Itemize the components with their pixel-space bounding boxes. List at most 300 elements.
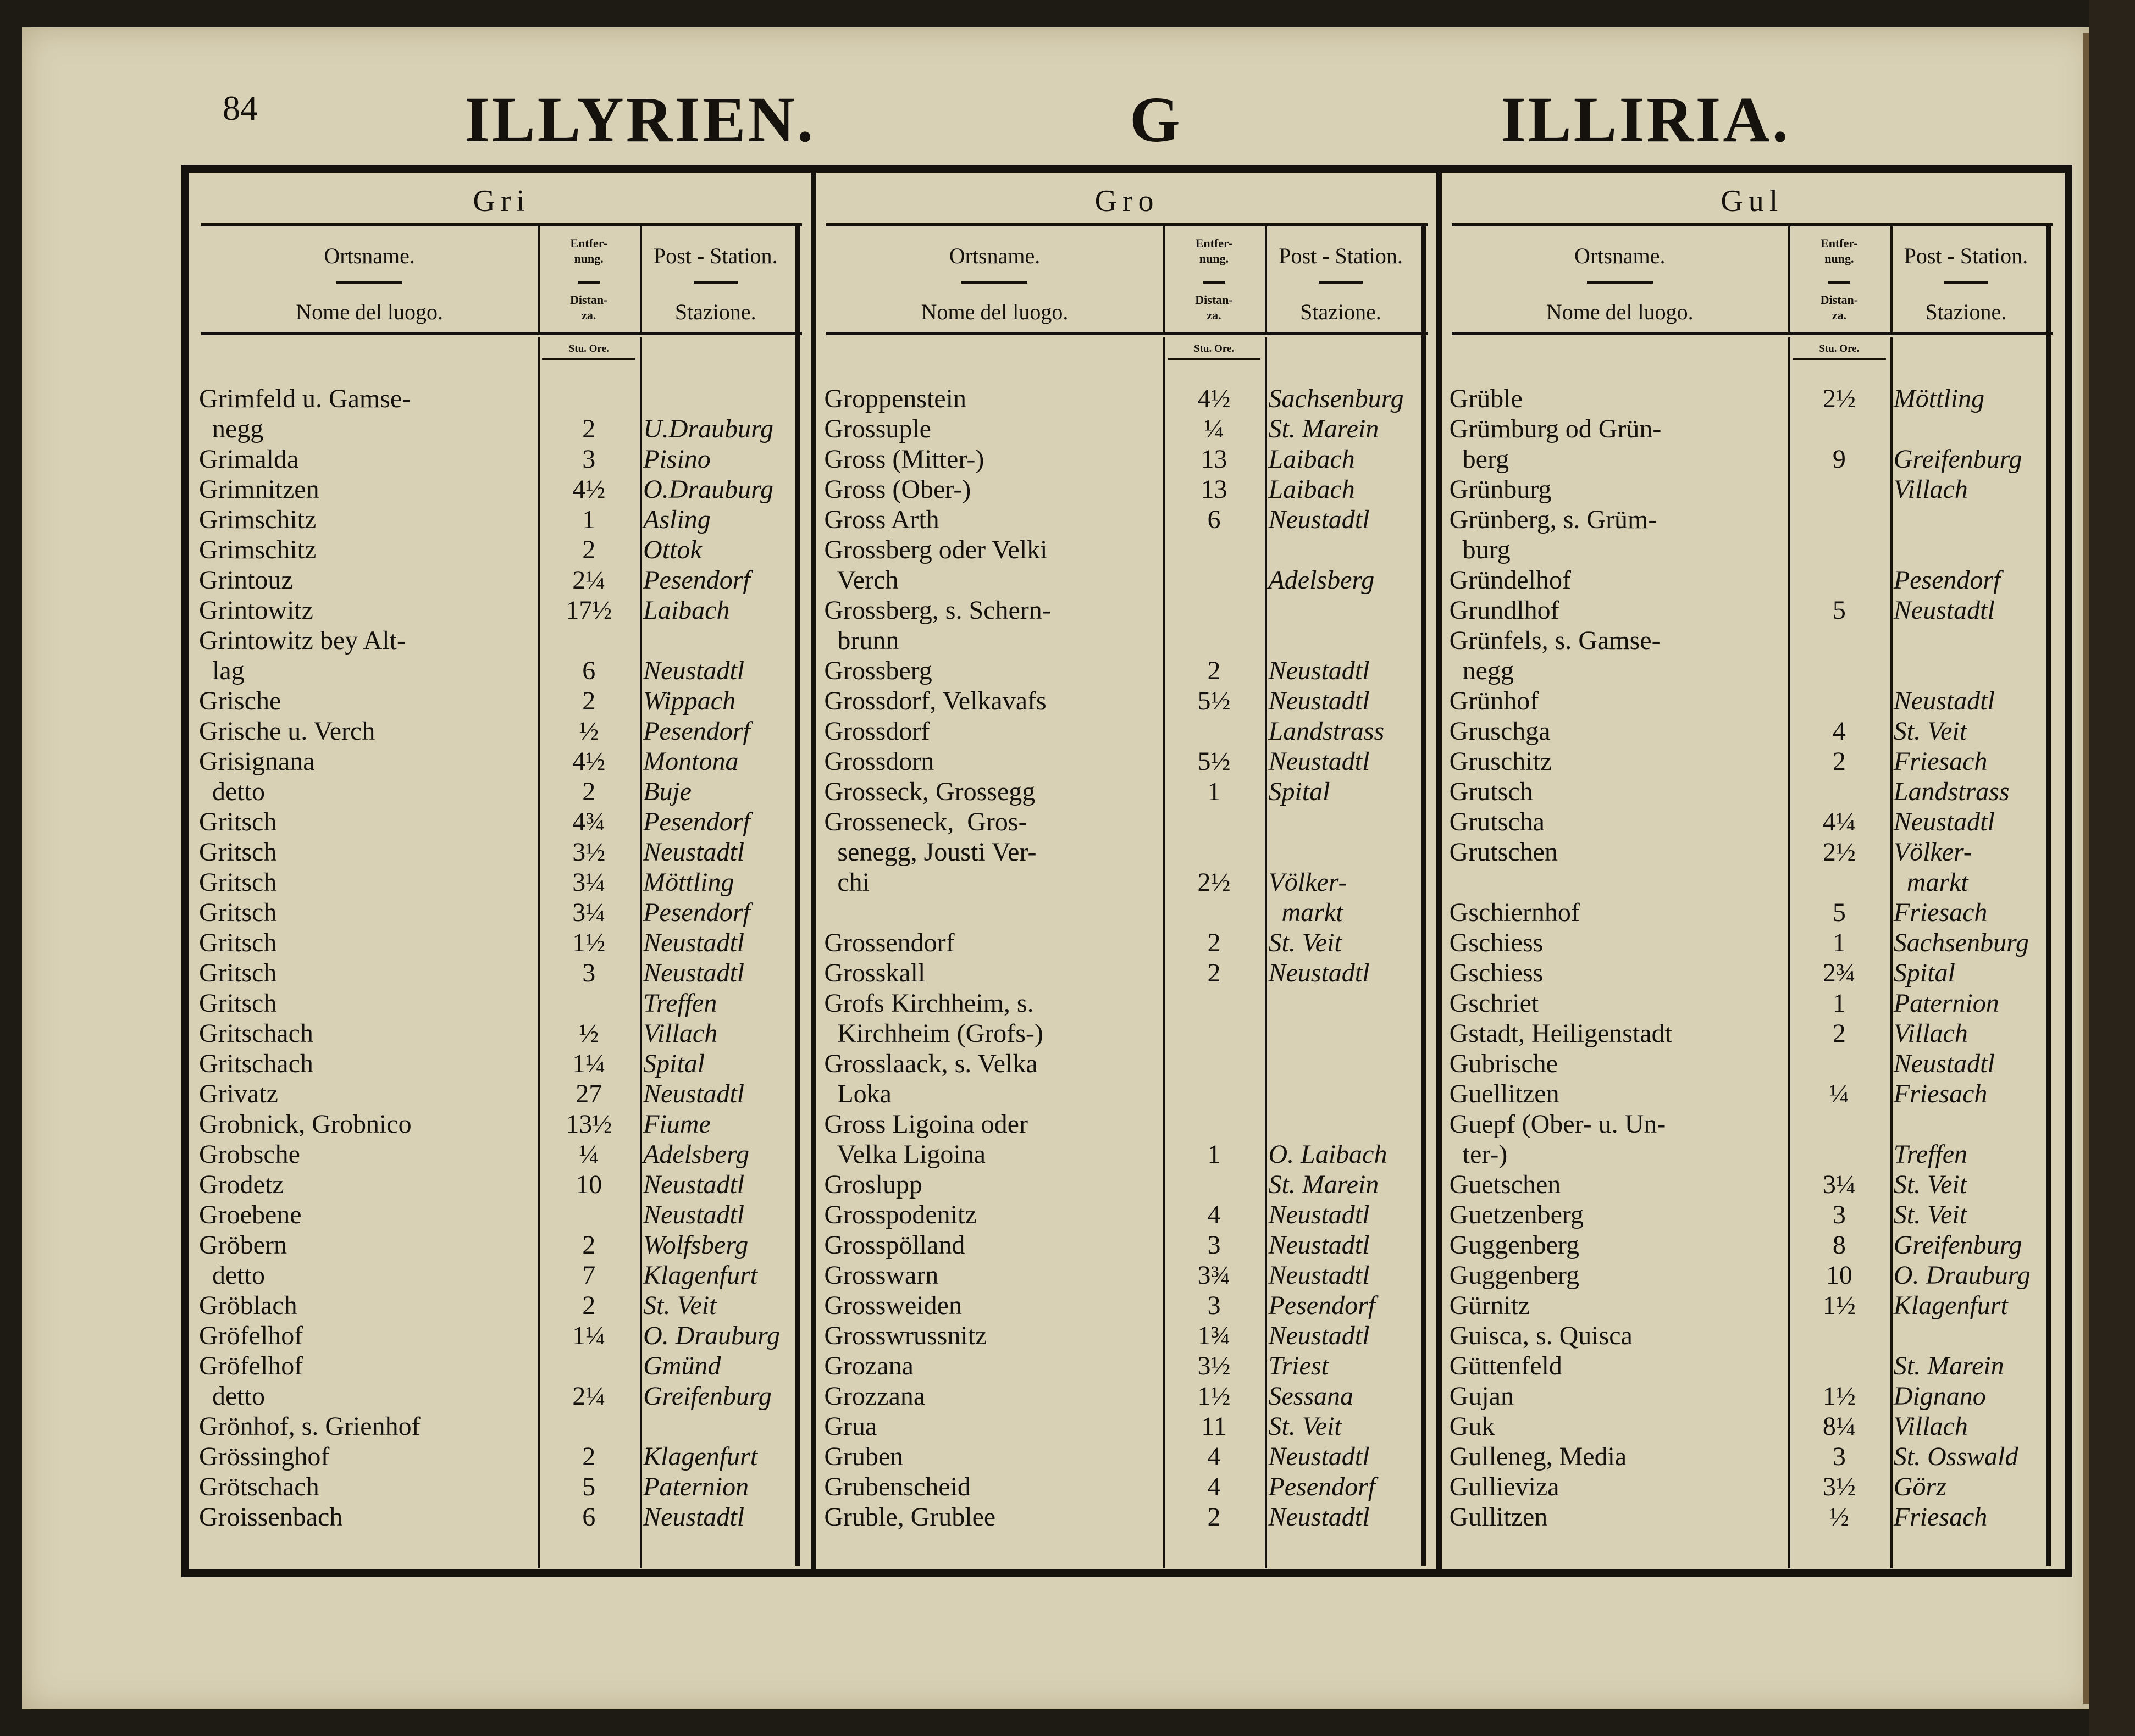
distance: 1¾ bbox=[1197, 1321, 1231, 1350]
place-name: Loka bbox=[824, 1079, 892, 1108]
distance: 17½ bbox=[566, 596, 612, 625]
post-station: Görz bbox=[1893, 1472, 1946, 1501]
distance: 1½ bbox=[572, 928, 606, 957]
place-name: Gritsch bbox=[199, 838, 277, 867]
place-name: Gritsch bbox=[199, 989, 277, 1018]
distance: 11 bbox=[1201, 1412, 1227, 1441]
post-station: U.Drauburg bbox=[643, 414, 774, 443]
place-name: Gschiess bbox=[1449, 928, 1544, 957]
place-name: Grünburg bbox=[1449, 475, 1552, 504]
place-name: Gschiernhof bbox=[1449, 898, 1580, 927]
post-station: Neustadtl bbox=[1268, 1261, 1370, 1290]
section-heading: Gri bbox=[473, 184, 530, 218]
distance: 2½ bbox=[1822, 384, 1856, 413]
post-station: O. Drauburg bbox=[1893, 1261, 2031, 1290]
post-station: Pesendorf bbox=[643, 807, 750, 836]
post-station: Treffen bbox=[1893, 1140, 1968, 1169]
place-name: Gruble, Grublee bbox=[824, 1502, 996, 1532]
place-name: Groslupp bbox=[824, 1170, 922, 1199]
distance: 2 bbox=[1207, 656, 1221, 685]
distance: ¼ bbox=[1204, 414, 1224, 443]
place-name: Grosseck, Grossegg bbox=[824, 777, 1036, 806]
title-italian: ILLIRIA. bbox=[1501, 84, 1791, 156]
post-station: St. Veit bbox=[1268, 1412, 1342, 1441]
place-name: Güttenfeld bbox=[1449, 1351, 1562, 1380]
post-station: St. Marein bbox=[1268, 414, 1379, 443]
post-station: O.Drauburg bbox=[643, 475, 774, 504]
place-name: Grutschen bbox=[1449, 838, 1558, 867]
distance: 5 bbox=[582, 1472, 596, 1501]
post-station: Neustadtl bbox=[1268, 958, 1370, 988]
post-station: Villach bbox=[643, 1019, 718, 1048]
post-station: Neustadtl bbox=[643, 958, 745, 988]
col-header-distanza: Distan- za. bbox=[1195, 293, 1233, 322]
distance: 3 bbox=[1832, 1442, 1846, 1471]
place-name: Guellitzen bbox=[1449, 1079, 1559, 1108]
distance: 3 bbox=[582, 445, 596, 474]
post-station: Möttling bbox=[643, 868, 734, 897]
header-dash bbox=[336, 281, 402, 284]
place-name: burg bbox=[1449, 535, 1511, 564]
place-name: Grossberg oder Velki bbox=[824, 535, 1048, 564]
place-name: Grisignana bbox=[199, 747, 315, 776]
col-header-post-station: Post - Station. bbox=[653, 243, 778, 268]
distance: 27 bbox=[576, 1079, 602, 1108]
post-station: Wolfsberg bbox=[643, 1230, 749, 1260]
place-name: Gubrische bbox=[1449, 1049, 1558, 1078]
place-name: lag bbox=[199, 656, 245, 685]
distance: 2½ bbox=[1822, 838, 1856, 867]
place-name: Gujan bbox=[1449, 1382, 1514, 1411]
distance: ¼ bbox=[579, 1140, 599, 1169]
post-station: Pesendorf bbox=[1268, 1291, 1376, 1320]
place-name: Grundlhof bbox=[1449, 596, 1559, 625]
distance: 1½ bbox=[1822, 1382, 1856, 1411]
place-name: Grimschitz bbox=[199, 505, 317, 534]
distance: 5½ bbox=[1197, 686, 1231, 716]
post-station: Klagenfurt bbox=[1893, 1291, 2008, 1320]
post-station: Friesach bbox=[1893, 898, 1988, 927]
post-station: Treffen bbox=[643, 989, 717, 1018]
post-station: Sessana bbox=[1268, 1382, 1354, 1411]
place-name: Gruben bbox=[824, 1442, 904, 1471]
distance: 6 bbox=[582, 1502, 596, 1532]
place-name: Grossdorf, Velkavafs bbox=[824, 686, 1047, 716]
distance: 3¼ bbox=[1822, 1170, 1856, 1199]
distance: 1¼ bbox=[572, 1321, 606, 1350]
distance: 2¼ bbox=[572, 1382, 606, 1411]
place-name: Grofs Kirchheim, s. bbox=[824, 989, 1034, 1018]
place-name: Grünhof bbox=[1449, 686, 1539, 716]
distance: 1 bbox=[1207, 777, 1221, 806]
distance: ½ bbox=[579, 717, 599, 746]
distance: 3 bbox=[1832, 1200, 1846, 1229]
place-name: detto bbox=[199, 1261, 265, 1290]
section-heading: Gro bbox=[1094, 184, 1159, 218]
place-name: Gross (Ober-) bbox=[824, 475, 971, 504]
distance: 2 bbox=[582, 1230, 596, 1260]
place-name: Gritsch bbox=[199, 898, 277, 927]
distance: 3¼ bbox=[572, 898, 606, 927]
place-name: Kirchheim (Grofs-) bbox=[824, 1019, 1043, 1048]
place-name: Grutsch bbox=[1449, 777, 1533, 806]
post-station: Laibach bbox=[643, 596, 730, 625]
units-label: Stu. Ore. bbox=[568, 343, 609, 354]
place-name: Grobsche bbox=[199, 1140, 300, 1169]
post-station: Klagenfurt bbox=[643, 1261, 758, 1290]
distance: 5½ bbox=[1197, 747, 1231, 776]
place-name: Guetschen bbox=[1449, 1170, 1561, 1199]
column-rule-station bbox=[640, 337, 642, 1568]
post-station: St. Veit bbox=[643, 1291, 717, 1320]
distance: 5 bbox=[1832, 898, 1846, 927]
section-letter: G bbox=[1130, 84, 1180, 156]
post-station: Asling bbox=[643, 505, 711, 534]
post-station: Neustadtl bbox=[1268, 656, 1370, 685]
place-name: Guepf (Ober- u. Un- bbox=[1449, 1110, 1666, 1139]
place-name: Grintouz bbox=[199, 565, 293, 595]
post-station: Spital bbox=[1268, 777, 1330, 806]
distance: 1 bbox=[1832, 989, 1846, 1018]
place-name: Gschiess bbox=[1449, 958, 1544, 988]
post-station: Friesach bbox=[1893, 1502, 1988, 1532]
distance: 2½ bbox=[1197, 868, 1231, 897]
header-dash bbox=[578, 281, 600, 284]
place-name: ter-) bbox=[1449, 1140, 1508, 1169]
distance: 13 bbox=[1201, 445, 1227, 474]
post-station: St. Osswald bbox=[1893, 1442, 2018, 1471]
distance: 2 bbox=[1207, 928, 1221, 957]
post-station: Spital bbox=[643, 1049, 705, 1078]
post-station: Neustadtl bbox=[1268, 505, 1370, 534]
post-station: Möttling bbox=[1893, 384, 1985, 413]
post-station: Völker- bbox=[1268, 868, 1347, 897]
place-name: Grössinghof bbox=[199, 1442, 330, 1471]
place-name: Gross Arth bbox=[824, 505, 939, 534]
place-name: Gschriet bbox=[1449, 989, 1539, 1018]
place-name: brunn bbox=[824, 626, 899, 655]
place-name: Grutscha bbox=[1449, 807, 1545, 836]
place-name: Grossuple bbox=[824, 414, 931, 443]
post-station: Neustadtl bbox=[643, 1200, 745, 1229]
post-station: Pesendorf bbox=[1268, 1472, 1376, 1501]
place-name: Groppenstein bbox=[824, 384, 966, 413]
post-station: Adelsberg bbox=[1268, 565, 1375, 595]
place-name: Guisca, s. Quisca bbox=[1449, 1321, 1633, 1350]
post-station: Buje bbox=[643, 777, 692, 806]
place-name: Grüble bbox=[1449, 384, 1523, 413]
place-name: Grimschitz bbox=[199, 535, 317, 564]
place-name: Gullieviza bbox=[1449, 1472, 1559, 1501]
place-name: Gröblach bbox=[199, 1291, 297, 1320]
distance: 4 bbox=[1207, 1200, 1221, 1229]
distance: 6 bbox=[582, 656, 596, 685]
place-name: Gruschga bbox=[1449, 717, 1551, 746]
post-station: markt bbox=[1893, 868, 1968, 897]
col-header-nome: Nome del luogo. bbox=[921, 299, 1069, 324]
units-label: Stu. Ore. bbox=[1194, 343, 1235, 354]
place-name: Gritsch bbox=[199, 928, 277, 957]
place-name: detto bbox=[199, 777, 265, 806]
place-name: Guetzenberg bbox=[1449, 1200, 1584, 1229]
column-rule-station bbox=[1265, 337, 1267, 1568]
header-top-rule bbox=[826, 223, 1427, 226]
distance: 3 bbox=[1207, 1230, 1221, 1260]
post-station: Wippach bbox=[643, 686, 736, 716]
place-name: senegg, Jousti Ver- bbox=[824, 838, 1037, 867]
place-name: Grosswrussnitz bbox=[824, 1321, 987, 1350]
post-station: Pesendorf bbox=[1893, 565, 2001, 595]
place-name: Gritschach bbox=[199, 1049, 313, 1078]
distance: 10 bbox=[1826, 1261, 1852, 1290]
post-station: Neustadtl bbox=[1268, 1200, 1370, 1229]
post-station: St. Marein bbox=[1268, 1170, 1379, 1199]
header-bottom-rule bbox=[1452, 332, 2053, 335]
place-name: Gröbern bbox=[199, 1230, 287, 1260]
place-name: Gullitzen bbox=[1449, 1502, 1548, 1532]
place-name: Grodetz bbox=[199, 1170, 284, 1199]
distance: 8 bbox=[1832, 1230, 1846, 1260]
place-name: Grossberg bbox=[824, 656, 932, 685]
distance: 5 bbox=[1832, 596, 1846, 625]
place-name: Grünfels, s. Gamse- bbox=[1449, 626, 1661, 655]
post-station: Greifenburg bbox=[1893, 445, 2022, 474]
post-station: Ottok bbox=[643, 535, 702, 564]
post-station: Greifenburg bbox=[643, 1382, 772, 1411]
place-name: Grosseneck, Gros- bbox=[824, 807, 1027, 836]
place-name: Groebene bbox=[199, 1200, 302, 1229]
place-name: Grozana bbox=[824, 1351, 914, 1380]
col-header-stazione: Stazione. bbox=[1925, 299, 2007, 324]
distance: 4½ bbox=[1197, 384, 1231, 413]
distance: 2 bbox=[582, 1442, 596, 1471]
post-station: Neustadtl bbox=[643, 1170, 745, 1199]
post-station: O. Drauburg bbox=[643, 1321, 781, 1350]
distance: 2 bbox=[1207, 958, 1221, 988]
distance: 1½ bbox=[1822, 1291, 1856, 1320]
col-header-entfernung: Entfer- nung. bbox=[1195, 236, 1233, 265]
place-name: Gstadt, Heiligenstadt bbox=[1449, 1019, 1672, 1048]
header-dash bbox=[1944, 281, 1988, 284]
post-station: Friesach bbox=[1893, 1079, 1988, 1108]
post-station: Pesendorf bbox=[643, 898, 750, 927]
distance: 2 bbox=[582, 414, 596, 443]
col-header-entfernung: Entfer- nung. bbox=[1821, 236, 1858, 265]
place-name: Verch bbox=[824, 565, 899, 595]
post-station: Neustadtl bbox=[1268, 1230, 1370, 1260]
distance: 4 bbox=[1207, 1472, 1221, 1501]
distance: 4½ bbox=[572, 747, 606, 776]
column-rule-bold bbox=[795, 225, 800, 1566]
place-name: Gürnitz bbox=[1449, 1291, 1530, 1320]
post-station: Neustadtl bbox=[643, 1502, 745, 1532]
post-station: Neustadtl bbox=[643, 928, 745, 957]
distance: 3½ bbox=[1197, 1351, 1231, 1380]
place-name: Groissenbach bbox=[199, 1502, 343, 1532]
place-name: Guggenberg bbox=[1449, 1230, 1580, 1260]
units-rule bbox=[1793, 358, 1886, 360]
book-spine bbox=[2089, 0, 2135, 1736]
place-name: Gritschach bbox=[199, 1019, 313, 1048]
post-station: Friesach bbox=[1893, 747, 1988, 776]
distance: 2 bbox=[582, 777, 596, 806]
distance: 2 bbox=[582, 1291, 596, 1320]
col-header-ortsname: Ortsname. bbox=[949, 243, 1041, 268]
post-station: Triest bbox=[1268, 1351, 1329, 1380]
post-station: Pesendorf bbox=[643, 565, 750, 595]
section-heading: Gul bbox=[1721, 184, 1784, 218]
table-section-gul bbox=[1440, 173, 2065, 1569]
header-dash bbox=[694, 281, 738, 284]
place-name: Grische u. Verch bbox=[199, 717, 375, 746]
distance: 3½ bbox=[1822, 1472, 1856, 1501]
col-header-ortsname: Ortsname. bbox=[324, 243, 415, 268]
post-station: Spital bbox=[1893, 958, 1955, 988]
post-station: Völker- bbox=[1893, 838, 1972, 867]
post-station: Neustadtl bbox=[1893, 807, 1995, 836]
col-header-post-station: Post - Station. bbox=[1279, 243, 1403, 268]
post-station: Greifenburg bbox=[1893, 1230, 2022, 1260]
place-name: Grossendorf bbox=[824, 928, 955, 957]
distance: 2 bbox=[1832, 1019, 1846, 1048]
distance: 3¼ bbox=[572, 868, 606, 897]
page-number: 84 bbox=[223, 88, 258, 127]
post-station: Dignano bbox=[1893, 1382, 1986, 1411]
section-divider bbox=[1436, 173, 1442, 1569]
post-station: Gmünd bbox=[643, 1351, 721, 1380]
table-section-gri bbox=[189, 173, 814, 1569]
place-name: Grosskall bbox=[824, 958, 926, 988]
place-name: Grümburg od Grün- bbox=[1449, 414, 1662, 443]
post-station: Sachsenburg bbox=[1268, 384, 1404, 413]
place-name: Grossdorn bbox=[824, 747, 934, 776]
place-name: Grintowitz bbox=[199, 596, 313, 625]
place-name: Grimfeld u. Gamse- bbox=[199, 384, 411, 413]
distance: 9 bbox=[1832, 445, 1846, 474]
distance: 13 bbox=[1201, 475, 1227, 504]
header-top-rule bbox=[201, 223, 802, 226]
col-header-stazione: Stazione. bbox=[674, 299, 756, 324]
distance: 4 bbox=[1207, 1442, 1221, 1471]
distance: 13½ bbox=[566, 1110, 612, 1139]
place-name: Grosslaack, s. Velka bbox=[824, 1049, 1038, 1078]
place-name: Grossdorf bbox=[824, 717, 930, 746]
column-rule-bold bbox=[1421, 225, 1426, 1566]
col-header-nome: Nome del luogo. bbox=[296, 299, 443, 324]
distance: 4½ bbox=[572, 475, 606, 504]
place-name: negg bbox=[199, 414, 264, 443]
post-station: Laibach bbox=[1268, 475, 1355, 504]
place-name: Grintowitz bey Alt- bbox=[199, 626, 406, 655]
post-station: Neustadtl bbox=[1893, 1049, 1995, 1078]
place-name: Grimalda bbox=[199, 445, 299, 474]
place-name: Velka Ligoina bbox=[824, 1140, 986, 1169]
distance: 3 bbox=[1207, 1291, 1221, 1320]
post-station: Adelsberg bbox=[643, 1140, 749, 1169]
place-name: Grossberg, s. Schern- bbox=[824, 596, 1051, 625]
distance: 6 bbox=[1207, 505, 1221, 534]
distance: 4¼ bbox=[1822, 807, 1856, 836]
post-station: Fiume bbox=[643, 1110, 711, 1139]
distance: 3½ bbox=[572, 838, 606, 867]
place-name: Gulleneg, Media bbox=[1449, 1442, 1627, 1471]
col-header-entfernung: Entfer- nung. bbox=[570, 236, 607, 265]
table-section-gro bbox=[814, 173, 1439, 1569]
place-name: Gritsch bbox=[199, 868, 277, 897]
header-dash bbox=[961, 281, 1027, 284]
header-dash bbox=[1203, 281, 1225, 284]
header-top-rule bbox=[1452, 223, 2053, 226]
post-station: Pisino bbox=[643, 445, 711, 474]
header-dash bbox=[1828, 281, 1850, 284]
post-station: St. Veit bbox=[1893, 1170, 1967, 1199]
post-station: O. Laibach bbox=[1268, 1140, 1387, 1169]
post-station: Landstrass bbox=[1268, 717, 1385, 746]
col-header-post-station: Post - Station. bbox=[1904, 243, 2028, 268]
header-dash bbox=[1587, 281, 1653, 284]
distance: 2¾ bbox=[1822, 958, 1856, 988]
place-name: Grossweiden bbox=[824, 1291, 962, 1320]
place-name: negg bbox=[1449, 656, 1514, 685]
distance: 2 bbox=[582, 686, 596, 716]
place-name: Grobnick, Grobnico bbox=[199, 1110, 412, 1139]
title-german: ILLYRIEN. bbox=[464, 84, 816, 156]
place-name: Gründelhof bbox=[1449, 565, 1571, 595]
place-name: berg bbox=[1449, 445, 1509, 474]
place-name: Grosswarn bbox=[824, 1261, 939, 1290]
post-station: St. Veit bbox=[1893, 1200, 1967, 1229]
post-station: Neustadtl bbox=[643, 656, 745, 685]
units-rule bbox=[1168, 358, 1261, 360]
post-station: Paternion bbox=[1893, 989, 1999, 1018]
post-station: Montona bbox=[643, 747, 739, 776]
place-name: Gross Ligoina oder bbox=[824, 1110, 1028, 1139]
header-bottom-rule bbox=[201, 332, 802, 335]
distance: 1½ bbox=[1197, 1382, 1231, 1411]
place-name: Grünberg, s. Grüm- bbox=[1449, 505, 1657, 534]
place-name: Grische bbox=[199, 686, 281, 716]
col-header-stazione: Stazione. bbox=[1300, 299, 1381, 324]
place-name: Grönhof, s. Grienhof bbox=[199, 1412, 421, 1441]
place-name: Grozzana bbox=[824, 1382, 926, 1411]
place-name: Gritsch bbox=[199, 807, 277, 836]
place-name: Grua bbox=[824, 1412, 877, 1441]
distance: 3¾ bbox=[1197, 1261, 1231, 1290]
post-station: Villach bbox=[1893, 1019, 1968, 1048]
header-bottom-rule bbox=[826, 332, 1427, 335]
place-name: Gröfelhof bbox=[199, 1351, 303, 1380]
place-name: Guggenberg bbox=[1449, 1261, 1580, 1290]
table-frame bbox=[181, 165, 2072, 1577]
post-station: St. Marein bbox=[1893, 1351, 2004, 1380]
post-station: Neustadtl bbox=[643, 838, 745, 867]
post-station: Neustadtl bbox=[1893, 686, 1995, 716]
units-label: Stu. Ore. bbox=[1819, 343, 1860, 354]
header-dash bbox=[1319, 281, 1363, 284]
distance: 3 bbox=[582, 958, 596, 988]
post-station: Neustadtl bbox=[1268, 1442, 1370, 1471]
post-station: Paternion bbox=[643, 1472, 749, 1501]
distance: ½ bbox=[579, 1019, 599, 1048]
distance: 1¼ bbox=[572, 1049, 606, 1078]
post-station: Neustadtl bbox=[1268, 1502, 1370, 1532]
post-station: St. Veit bbox=[1893, 717, 1967, 746]
place-name: Grivatz bbox=[199, 1079, 278, 1108]
post-station: Villach bbox=[1893, 1412, 1968, 1441]
post-station: Neustadtl bbox=[1268, 747, 1370, 776]
place-name: Grötschach bbox=[199, 1472, 319, 1501]
post-station: Laibach bbox=[1268, 445, 1355, 474]
